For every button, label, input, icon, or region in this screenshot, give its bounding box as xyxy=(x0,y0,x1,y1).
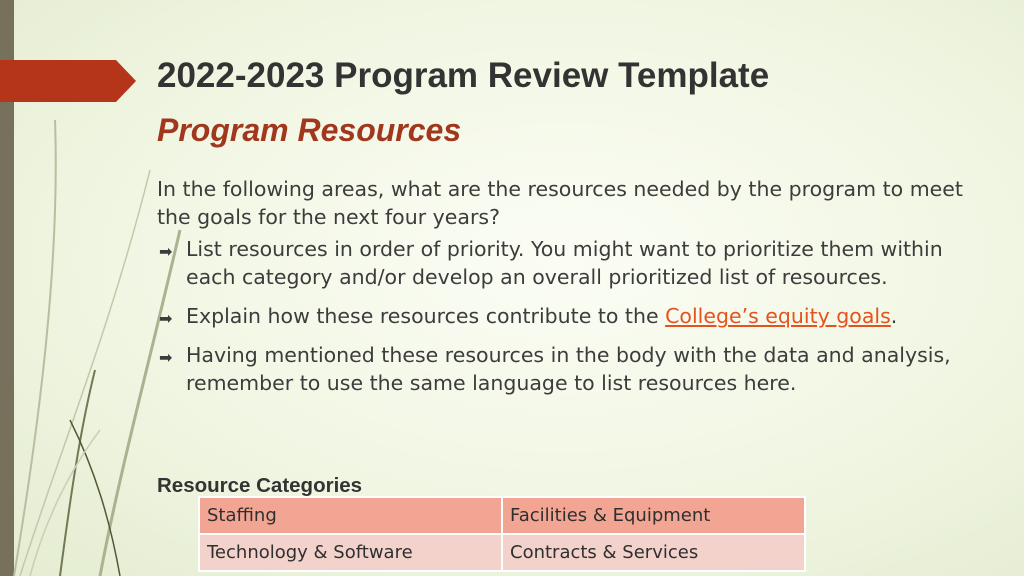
bullet-item-language xyxy=(157,341,977,397)
bullet-text: Having mentioned these resources in the body with the data and analysis, remember to use the same language to list resources here. xyxy=(186,343,951,395)
slide-subtitle: Program Resources xyxy=(157,112,462,148)
intro-text: In the following areas, what are the resources needed by the program to meet the goals for the next four years? xyxy=(157,177,963,229)
resource-categories-heading: Resource Categories xyxy=(157,474,363,497)
arrow-right-bullet-icon: ➡ xyxy=(159,242,173,261)
resource-categories-table xyxy=(198,496,806,572)
bullet-text: List resources in order of priority. You might want to prioritize them within each category and/or develop an overall prioritized list of resources. xyxy=(186,237,943,289)
bullet-text-before: Explain how these resources contribute to the xyxy=(186,304,666,328)
table-row xyxy=(199,534,805,571)
arrow-right-bullet-icon: ➡ xyxy=(159,348,173,367)
table-cell: Facilities & Equipment xyxy=(502,497,805,534)
equity-goals-link[interactable]: College’s equity goals xyxy=(665,304,891,328)
arrow-right-bullet-icon: ➡ xyxy=(159,309,173,328)
bullet-list xyxy=(157,235,977,397)
title-arrow-band xyxy=(0,60,136,102)
bullet-text-after: . xyxy=(890,304,898,328)
slide-title: 2022-2023 Program Review Template xyxy=(157,56,770,95)
table-cell: Contracts & Services xyxy=(502,534,805,571)
bullet-item-priority xyxy=(157,235,977,291)
table-cell: Technology & Software xyxy=(199,534,502,571)
bullet-item-equity xyxy=(157,302,977,330)
table-cell: Staffing xyxy=(199,497,502,534)
table-row xyxy=(199,497,805,534)
slide-body xyxy=(157,175,977,408)
